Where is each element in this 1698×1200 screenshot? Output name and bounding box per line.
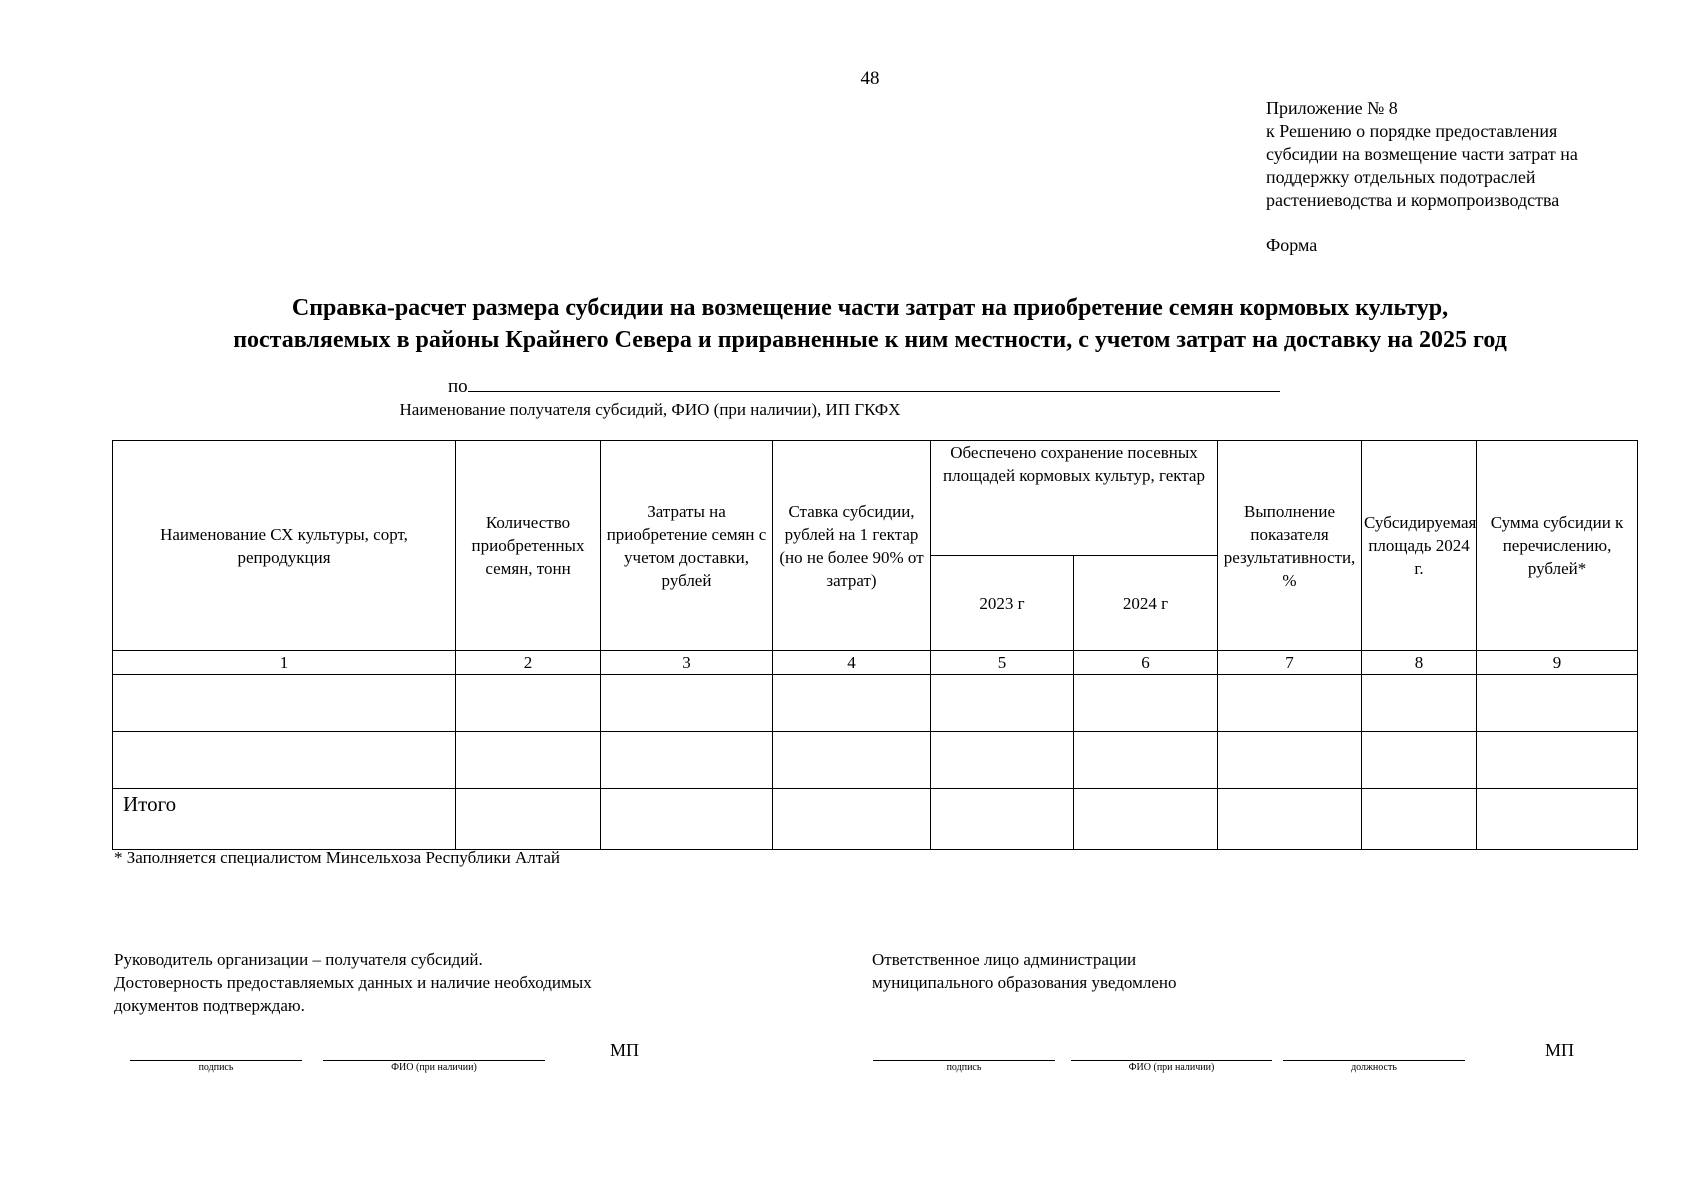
table-cell[interactable] [456, 732, 601, 789]
recipient-caption: Наименование получателя субсидий, ФИО (при наличии), ИП ГКФХ [399, 400, 901, 419]
table-cell[interactable] [1074, 732, 1218, 789]
table-row [113, 675, 1638, 732]
left-fio-caption: ФИО (при наличии) [391, 1062, 477, 1073]
table-cell[interactable] [1074, 789, 1218, 850]
appendix-line: поддержку отдельных подотраслей [1266, 167, 1536, 187]
table-cell[interactable] [773, 732, 931, 789]
total-label: Итого [113, 789, 456, 850]
header-subsidy-amount: Сумма субсидии к перечислению, рублей* [1477, 441, 1638, 651]
column-number: 9 [1477, 651, 1638, 675]
appendix-line: Приложение № 8 [1266, 98, 1398, 118]
appendix-line: субсидии на возмещение части затрат на [1266, 144, 1578, 164]
header-seed-quantity: Количество приобретенных семян, тонн [456, 441, 601, 651]
header-performance: Выполнение показателя результативности, % [1218, 441, 1362, 651]
table-cell[interactable] [113, 732, 456, 789]
subsidy-table [112, 440, 1638, 850]
table-cell[interactable] [1218, 675, 1362, 732]
appendix-line: к Решению о порядке предоставления [1266, 121, 1558, 141]
left-fio-line[interactable] [323, 1060, 545, 1061]
table-row [113, 732, 1638, 789]
appendix-note [1266, 97, 1578, 257]
header-subsidized-area: Субсидируемая площадь 2024 г. [1362, 441, 1477, 651]
table-cell[interactable] [601, 789, 773, 850]
title-line-2: поставляемых в районы Крайнего Севера и приравненные к ним местности, с учетом затрат на доставку на 2025 год [233, 327, 1507, 353]
table-cell[interactable] [456, 675, 601, 732]
table-cell[interactable] [1074, 675, 1218, 732]
table-cell[interactable] [1218, 732, 1362, 789]
appendix-line: растениеводства и кормопроизводства [1266, 190, 1560, 210]
statement-line: Достоверность предоставляемых данных и наличие необходимых [114, 973, 592, 992]
form-label: Форма [1266, 235, 1318, 255]
header-year-2023: 2023 г [931, 556, 1074, 651]
statement-line: документов подтверждаю. [114, 996, 305, 1015]
administration-statement [872, 948, 1176, 994]
column-number: 8 [1362, 651, 1477, 675]
table-cell[interactable] [1218, 789, 1362, 850]
statement-line: муниципального образования уведомлено [872, 973, 1177, 992]
left-stamp-place: МП [610, 1040, 640, 1060]
header-year-2024: 2024 г [1074, 556, 1218, 651]
title-line-1: Справка-расчет размера субсидии на возмещение части затрат на приобретение семян кормовых культур, [291, 295, 1449, 321]
header-crop-name: Наименование СХ культуры, сорт, репродукция [113, 441, 456, 651]
column-number: 6 [1074, 651, 1218, 675]
right-position-line[interactable] [1283, 1060, 1465, 1061]
table-cell[interactable] [1362, 675, 1477, 732]
right-signature-caption: подпись [946, 1062, 982, 1073]
column-number: 1 [113, 651, 456, 675]
left-signature-caption: подпись [198, 1062, 234, 1073]
column-number: 4 [773, 651, 931, 675]
table-cell[interactable] [601, 732, 773, 789]
table-cell[interactable] [1477, 675, 1638, 732]
table-cell[interactable] [456, 789, 601, 850]
statement-line: Руководитель организации – получателя субсидий. [114, 950, 483, 969]
column-number: 7 [1218, 651, 1362, 675]
table-cell[interactable] [931, 675, 1074, 732]
header-costs: Затраты на приобретение семян с учетом доставки, рублей [601, 441, 773, 651]
table-cell[interactable] [931, 789, 1074, 850]
right-fio-line[interactable] [1071, 1060, 1272, 1061]
table-cell[interactable] [773, 789, 931, 850]
page-number: 48 [860, 68, 880, 89]
header-area-group: Обеспечено сохранение посевных площадей кормовых культур, гектар [931, 441, 1218, 556]
recipient-line [448, 374, 1280, 398]
table-cell[interactable] [773, 675, 931, 732]
table-cell[interactable] [1362, 732, 1477, 789]
table-cell[interactable] [931, 732, 1074, 789]
left-signature-line[interactable] [130, 1060, 302, 1061]
total-row [113, 789, 1638, 850]
right-stamp-place: МП [1545, 1040, 1575, 1060]
table-cell[interactable] [601, 675, 773, 732]
header-subsidy-rate: Ставка субсидии, рублей на 1 гектар (но не более 90% от затрат) [773, 441, 931, 651]
recipient-field[interactable] [468, 374, 1280, 392]
recipient-prefix: по [448, 376, 468, 397]
statement-line: Ответственное лицо администрации [872, 950, 1137, 969]
table-cell[interactable] [1362, 789, 1477, 850]
column-number: 2 [456, 651, 601, 675]
recipient-head-statement [114, 948, 592, 1017]
column-number: 5 [931, 651, 1074, 675]
document-title [0, 292, 1698, 356]
right-signature-line[interactable] [873, 1060, 1055, 1061]
table-cell[interactable] [1477, 732, 1638, 789]
table-cell[interactable] [1477, 789, 1638, 850]
right-position-caption: должность [1351, 1062, 1397, 1073]
table-cell[interactable] [113, 675, 456, 732]
footnote: * Заполняется специалистом Минсельхоза Республики Алтай [114, 848, 561, 867]
right-fio-caption: ФИО (при наличии) [1128, 1062, 1215, 1073]
column-number: 3 [601, 651, 773, 675]
